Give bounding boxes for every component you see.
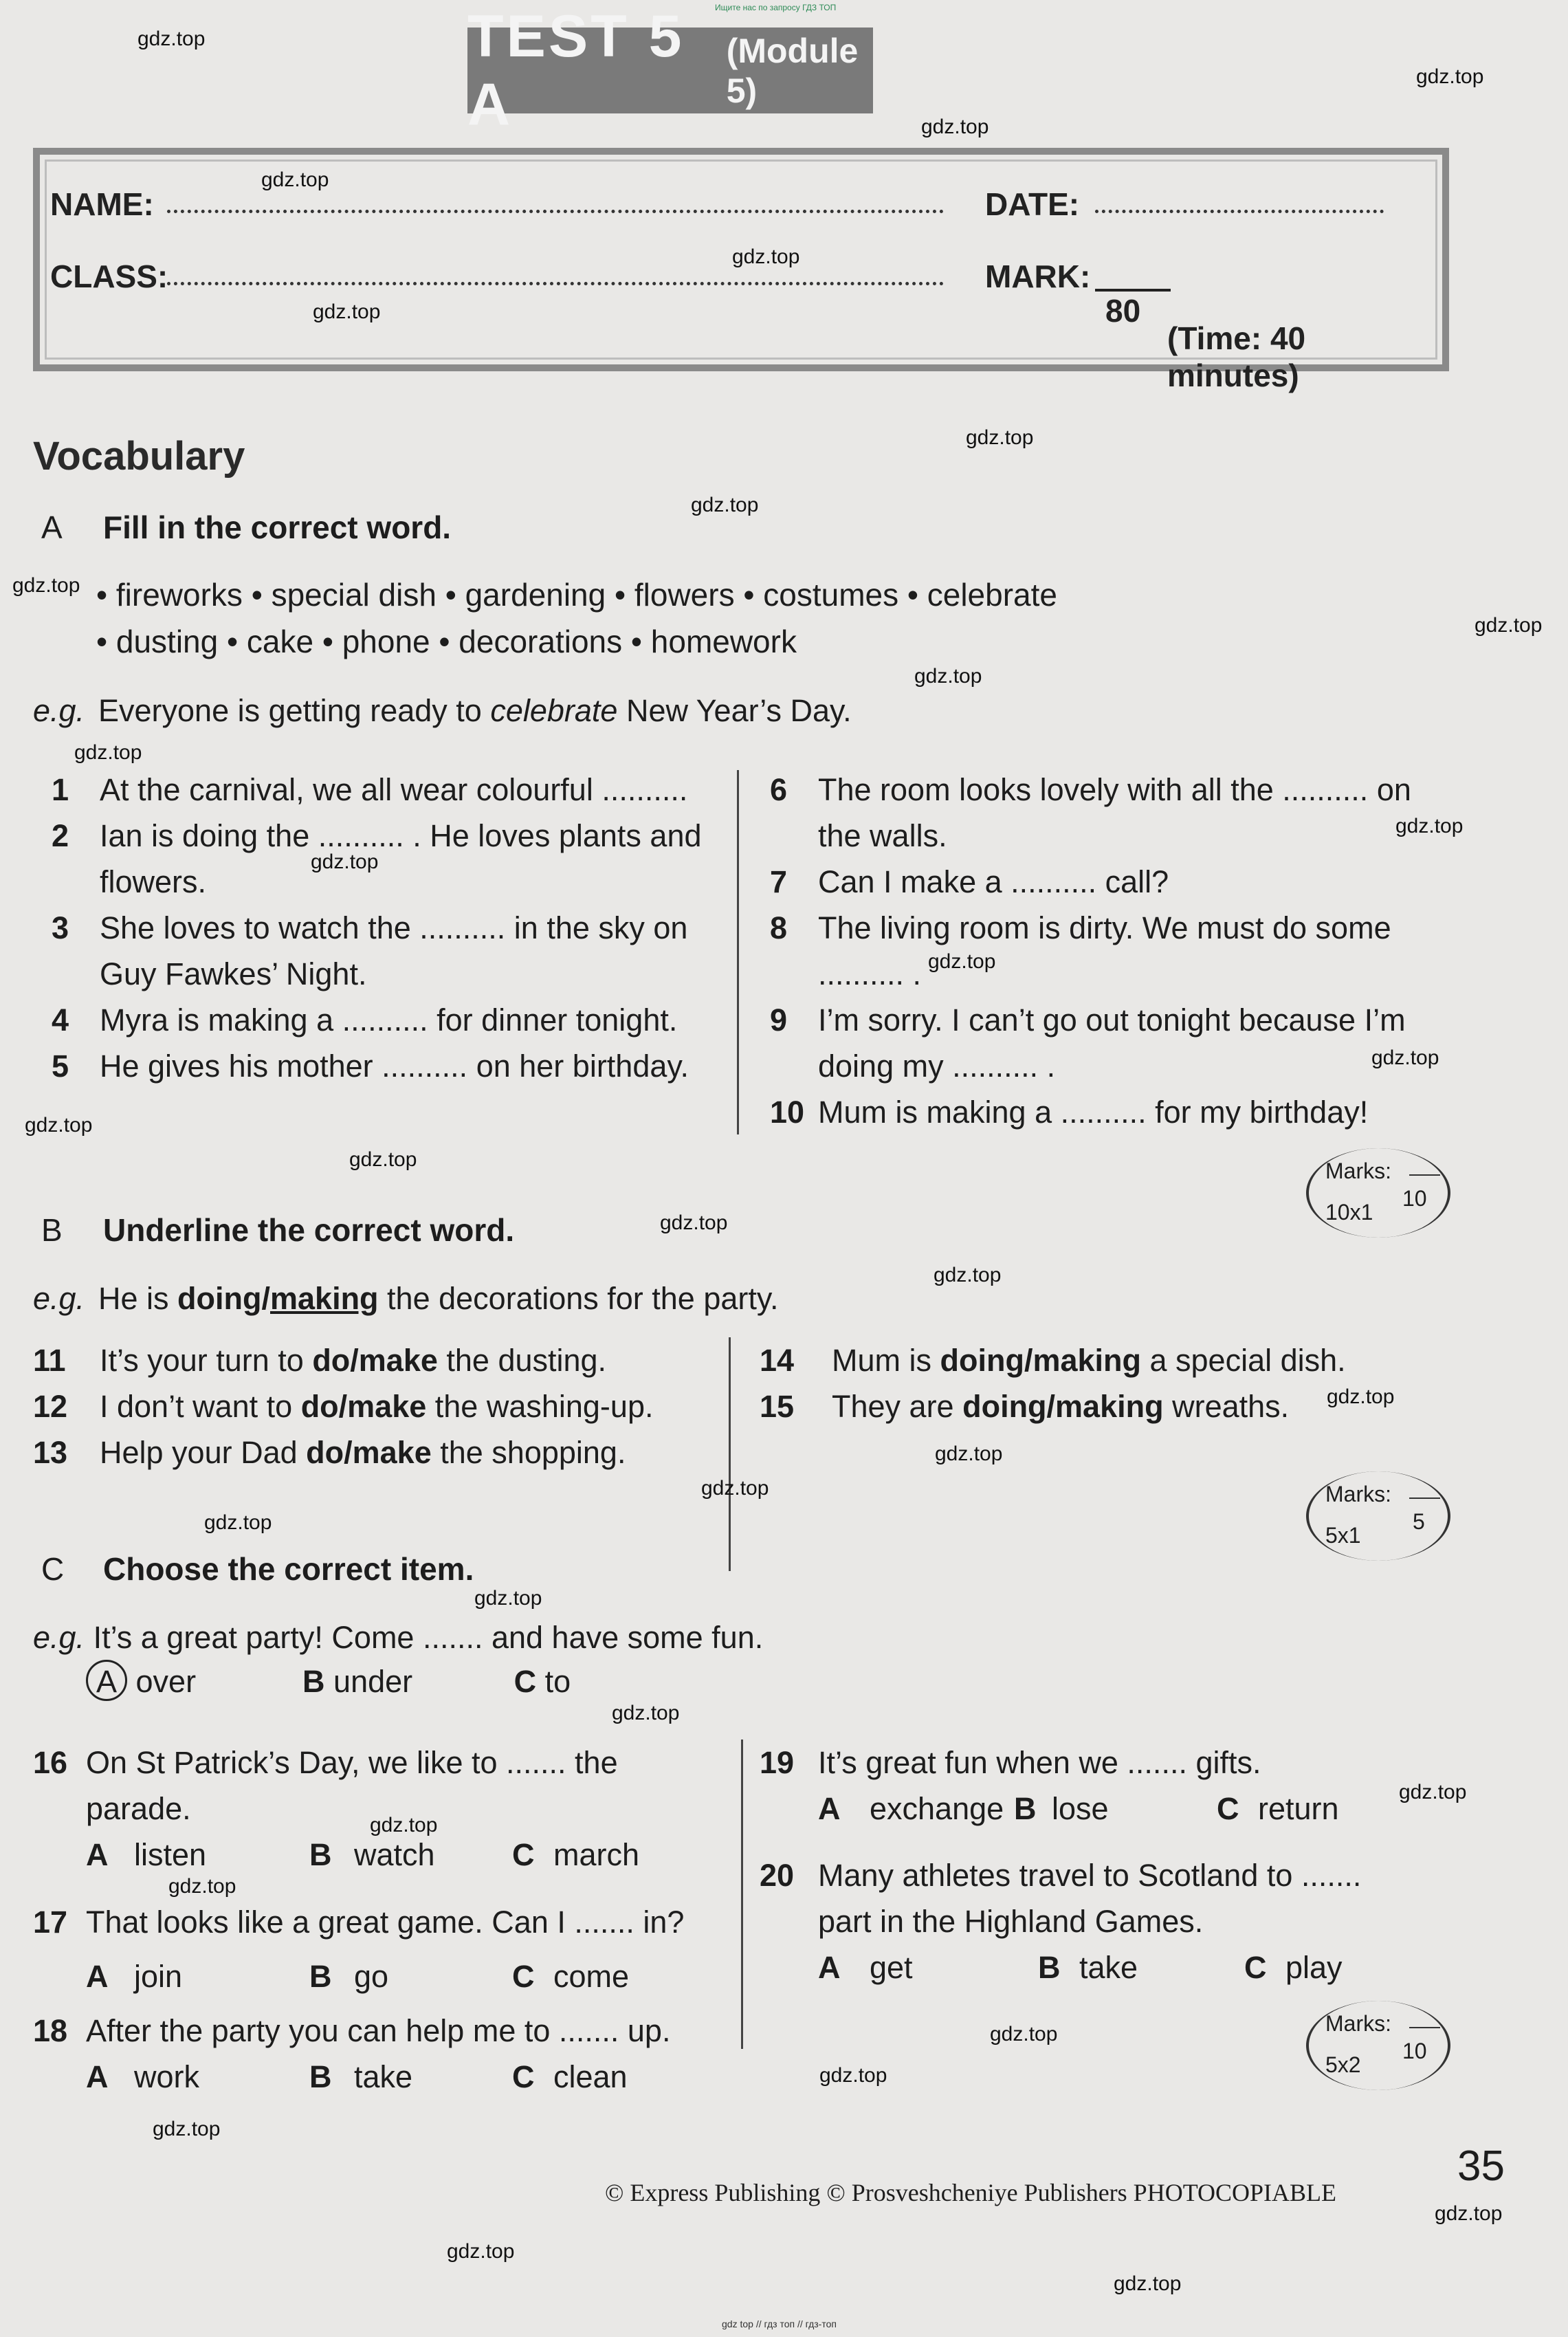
list-item: 6 The room looks lovely with all the .......... on (770, 772, 1411, 807)
section-b-right-column (760, 1337, 1346, 1429)
marks-box-a (1306, 1148, 1450, 1238)
section-a-letter: A (41, 509, 63, 545)
class-label: CLASS: (50, 259, 168, 294)
date-field[interactable] (1095, 197, 1384, 213)
marks-calc: 10x1 (1325, 1200, 1373, 1225)
section-b-letter: B (41, 1212, 63, 1248)
watermark: gdz.top (153, 2118, 221, 2140)
eg-text-post: New Year’s Day. (617, 693, 852, 728)
date-label: DATE: (985, 186, 1080, 222)
mark-label: MARK: (985, 259, 1091, 294)
watermark: gdz.top (914, 665, 982, 688)
list-item: 12 I don’t want to do/make the washing-up. (33, 1389, 654, 1424)
marks-total: 10 (1402, 1186, 1427, 1211)
section-c-title: C Choose the correct item. (41, 1551, 474, 1587)
marks-box-b: Marks: 5x1 5 (1306, 1471, 1450, 1561)
list-item: 1 At the carnival, we all wear colourful .......... (52, 772, 688, 807)
list-item: Guy Fawkes’ Night. (100, 956, 367, 991)
name-field[interactable] (167, 197, 944, 213)
list-item: 11 It’s your turn to do/make the dusting. (33, 1343, 607, 1378)
watermark: gdz.top (1395, 815, 1464, 837)
watermark: gdz.top (25, 1114, 93, 1137)
list-item: 3 She loves to watch the .......... in the sky on (52, 910, 688, 945)
question-18: 18 After the party you can help me to ....... up. A work B take C clean (33, 2013, 671, 2094)
name-label: NAME: (50, 186, 154, 222)
watermark: gdz.top (313, 300, 381, 323)
watermark: gdz.top (990, 2023, 1058, 2045)
watermark: gdz.top (1435, 2202, 1503, 2225)
watermark: gdz.top (1327, 1385, 1395, 1408)
watermark: gdz.top (691, 494, 759, 516)
list-item: flowers. (100, 864, 207, 899)
section-a-left-column (52, 767, 702, 1089)
watermark: gdz.top (921, 116, 989, 138)
watermark: gdz.top (612, 1702, 680, 1724)
vocabulary-heading: Vocabulary (33, 434, 245, 479)
page-number: 35 (1457, 2142, 1505, 2190)
test-title: TEST 5 A (467, 3, 685, 138)
watermark: gdz.top (12, 574, 80, 597)
watermark: gdz.top (1114, 2272, 1182, 2295)
eg-text-pre: Everyone is getting ready to (98, 693, 491, 728)
list-item: 7 Can I make a .......... call? (770, 864, 1169, 899)
question-20: 20 Many athletes travel to Scotland to ....... part in the Highland Games. A get B take C play (760, 1858, 1362, 1985)
section-a-title (41, 509, 451, 546)
eg-answer: celebrate (490, 693, 618, 728)
answer-circle: A (86, 1660, 127, 1701)
watermark: gdz.top (474, 1587, 542, 1610)
eg-label: e.g. (33, 693, 85, 728)
section-b-example: e.g. He is doing/making the decorations for the party. (33, 1281, 779, 1316)
watermark: gdz.top (660, 1211, 728, 1234)
watermark: gdz.top (819, 2064, 887, 2087)
question-16: 16 On St Patrick’s Day, we like to ....... the parade. A listen B watch C march (33, 1745, 640, 1872)
watermark: gdz.top (168, 1875, 236, 1898)
marks-box-c: Marks: 5x2 10 (1306, 2001, 1450, 2090)
watermark: gdz.top (447, 2240, 515, 2263)
list-item: the walls. (818, 818, 947, 853)
section-c-example: e.g. It’s a great party! Come ....... and have some fun. (33, 1620, 764, 1655)
section-a-instruction: Fill in the correct word. (103, 509, 452, 545)
watermark: gdz.top (1416, 65, 1484, 88)
watermark: gdz.top (261, 168, 329, 191)
watermark: gdz.top (204, 1511, 272, 1534)
list-item: 5 He gives his mother .......... on her birthday. (52, 1049, 689, 1084)
watermark: gdz.top (74, 741, 142, 764)
list-item: 14 Mum is doing/making a special dish. (760, 1343, 1346, 1378)
section-b-instruction: Underline the correct word. (103, 1212, 515, 1248)
list-item: 15 They are doing/making wreaths. (760, 1389, 1290, 1424)
column-divider (737, 770, 739, 1134)
watermark: gdz.top (1475, 614, 1543, 637)
watermark: gdz.top (935, 1442, 1003, 1465)
word-bank-line-1: • fireworks • special dish • gardening • flowers • costumes • celebrate (96, 577, 1057, 613)
watermark: gdz.top (137, 28, 206, 50)
watermark: gdz.top (966, 426, 1034, 449)
section-b-title (41, 1211, 514, 1249)
watermark: gdz.top (311, 851, 379, 873)
copyright-footer: © Express Publishing © Prosveshcheniye Publishers PHOTOCOPIABLE (605, 2179, 1337, 2206)
list-item: 9 I’m sorry. I can’t go out tonight because I’m (770, 1002, 1406, 1038)
watermark: gdz.top (732, 245, 800, 268)
section-a-example (33, 688, 852, 734)
column-divider (741, 1740, 743, 2049)
list-item: 13 Help your Dad do/make the shopping. (33, 1435, 626, 1470)
list-item: .......... . (818, 956, 922, 991)
list-item: 4 Myra is making a .......... for dinner tonight. (52, 1002, 678, 1038)
question-19: 19 It’s great fun when we ....... gifts. A exchange B lose C return (760, 1745, 1339, 1826)
mark-total: 80 (1105, 293, 1141, 329)
watermark: gdz.top (1371, 1046, 1439, 1069)
watermark: gdz.top (370, 1814, 438, 1836)
top-note: Ищите нас по запросу ГДЗ ТОП (715, 3, 837, 12)
word-bank-line-2: • dusting • cake • phone • decorations • homework (96, 624, 797, 659)
list-item: doing my .......... . (818, 1049, 1056, 1084)
test-module: (Module 5) (726, 31, 859, 110)
section-b-left-column (33, 1337, 653, 1475)
watermark: gdz.top (1399, 1781, 1467, 1803)
question-17: 17 That looks like a great game. Can I ....... in? A join B go C come (33, 1905, 685, 1994)
section-a-right-column (770, 767, 1411, 1135)
section-c-example-options: A over B under C to (86, 1658, 571, 1704)
watermark: gdz.top (934, 1264, 1002, 1286)
list-item: 2 Ian is doing the .......... . He loves plants and (52, 818, 702, 853)
watermark: gdz.top (701, 1477, 769, 1500)
bottom-note: gdz top // гдз топ // гдз-топ (722, 2318, 837, 2329)
time-limit: (Time: 40 minutes) (1167, 320, 1306, 393)
list-item: 10 Mum is making a .......... for my birthday! (770, 1095, 1369, 1130)
list-item: 8 The living room is dirty. We must do some (770, 910, 1391, 945)
class-field[interactable] (167, 270, 944, 285)
watermark: gdz.top (928, 950, 996, 973)
marks-label: Marks: (1325, 1159, 1391, 1183)
watermark: gdz.top (349, 1148, 417, 1171)
mark-line (1095, 289, 1171, 292)
column-divider (729, 1337, 731, 1571)
